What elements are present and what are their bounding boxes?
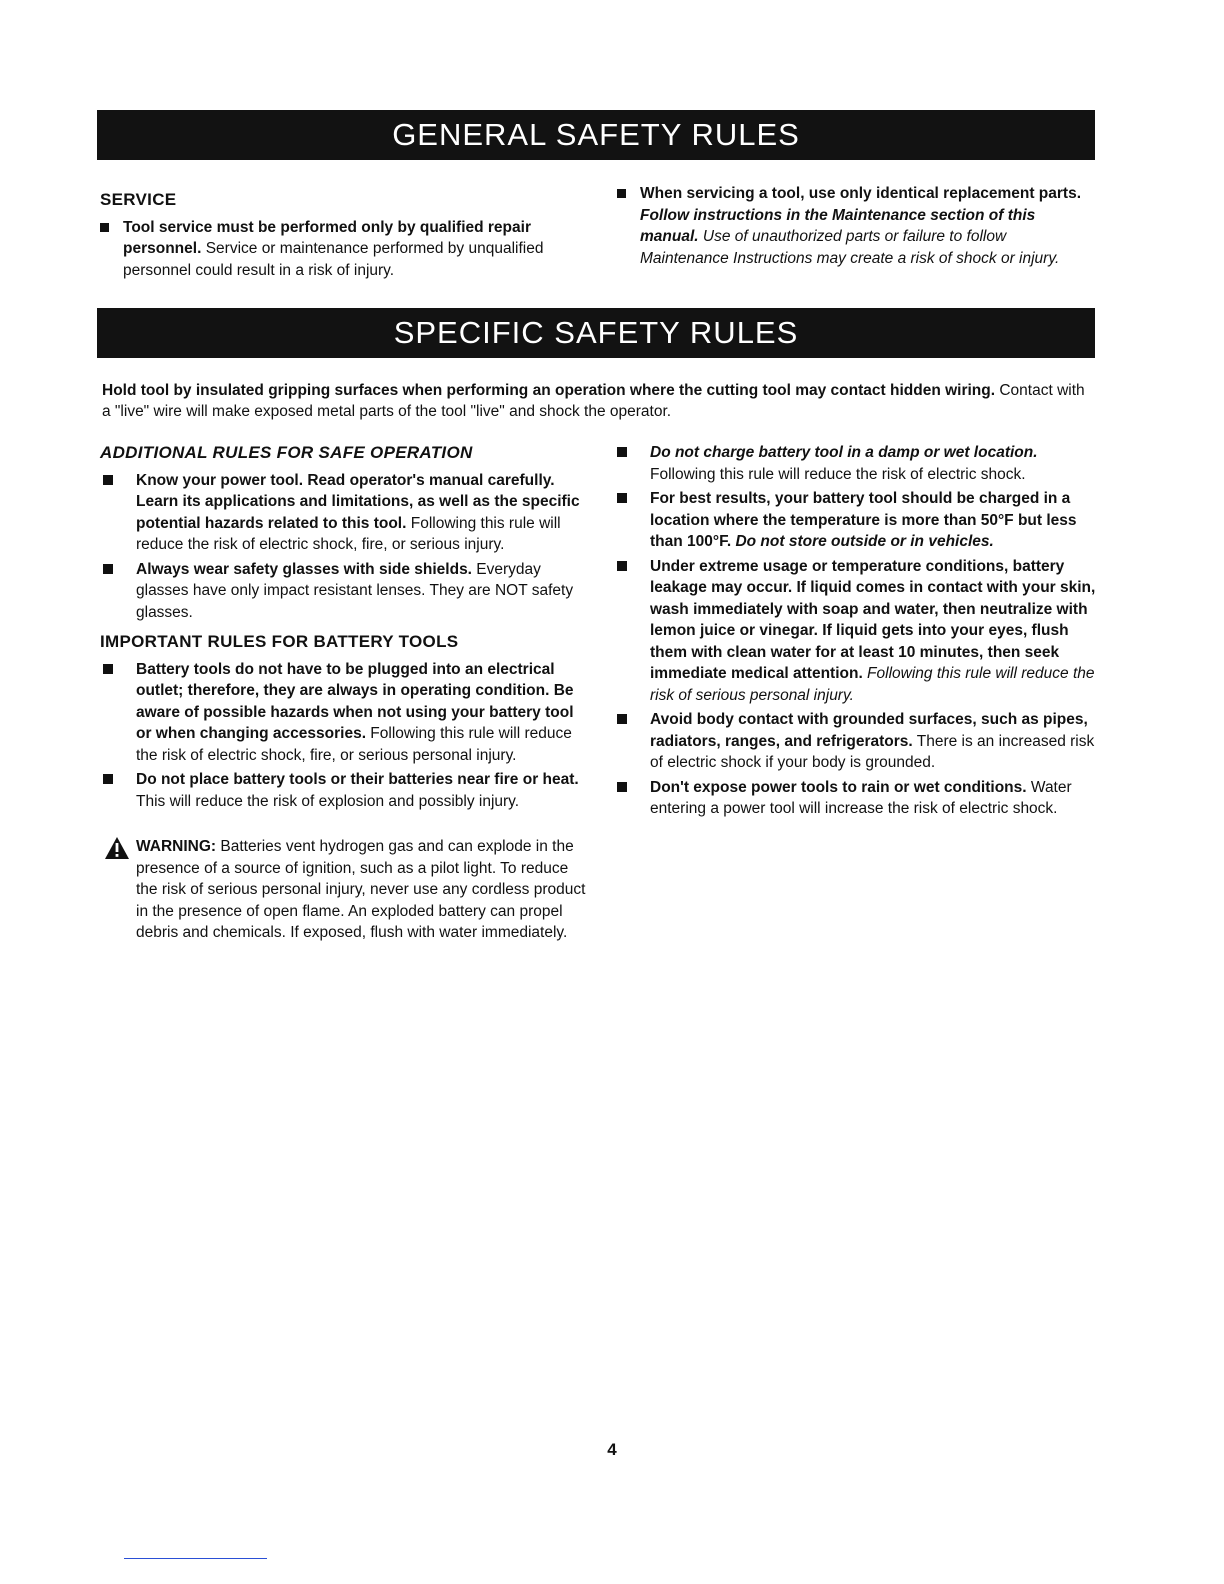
additional-rule-2-text: Everyday glasses have only impact resistant lenses. They are NOT safety glasses.	[136, 560, 574, 621]
service-rule-2	[617, 183, 1092, 269]
specific-left-column	[100, 442, 588, 944]
right-rule-5	[614, 777, 1104, 820]
service-rule-2-bold: When servicing a tool, use only identical replacement parts.	[640, 185, 1082, 202]
additional-rule-2	[100, 559, 588, 624]
service-rule-1-text: Service or maintenance performed by unqualified personnel could result in a risk of injury.	[123, 240, 544, 279]
page-number: 4	[607, 1440, 617, 1459]
right-rule-5-text: Water entering a power tool will increase the risk of electric shock.	[650, 778, 1072, 817]
general-safety-rules-banner: GENERAL SAFETY RULES	[97, 110, 1095, 160]
square-bullet-icon	[103, 564, 113, 574]
right-rule-4-bold: Avoid body contact with grounded surfaces, such as pipes, radiators, ranges, and refrigerators.	[650, 711, 1088, 750]
square-bullet-icon	[103, 774, 113, 784]
warning-triangle-icon	[104, 836, 130, 860]
service-rule-2-bold-italic: Follow instructions in the Maintenance section of this manual.	[640, 206, 1036, 245]
square-bullet-icon	[617, 714, 627, 724]
right-rule-3-text: Following this rule will reduce the risk of serious personal injury.	[650, 665, 1095, 704]
battery-rules-heading: IMPORTANT RULES FOR BATTERY TOOLS	[100, 632, 459, 651]
additional-rule-1-bold: Know your power tool. Read operator's manual carefully. Learn its applications and limitations, as well as the specific potential hazards related to this tool.	[136, 471, 580, 532]
specific-safety-rules-banner: SPECIFIC SAFETY RULES	[97, 308, 1095, 358]
specific-right-column	[614, 442, 1104, 823]
footer-rule	[124, 1558, 267, 1559]
additional-rule-1-text: Following this rule will reduce the risk of electric shock, fire, or serious injury.	[136, 514, 561, 553]
right-rule-2	[614, 488, 1104, 553]
right-rule-2-bold-italic: Do not store outside or in vehicles.	[731, 533, 994, 550]
right-rule-2-bold: For best results, your battery tool should be charged in a location where the temperature is more than 50°F but less than 100°F.	[650, 490, 1077, 550]
battery-rule-1	[100, 659, 588, 767]
battery-rule-1-text: Following this rule will reduce the risk of electric shock, fire, or serious personal injury.	[136, 725, 572, 764]
service-rule-1-bold: Tool service must be performed only by qualified repair personnel.	[123, 218, 531, 257]
battery-rule-2-bold: Do not place battery tools or their batteries near fire or heat.	[136, 771, 579, 788]
battery-rule-1-bold: Battery tools do not have to be plugged into an electrical outlet; therefore, they are always in operating condition. Be aware of possible hazards when not using your battery tool or when changing accessories.	[136, 660, 574, 742]
square-bullet-icon	[103, 475, 113, 485]
service-rule-1	[100, 217, 575, 282]
service-right-column	[617, 183, 1092, 272]
additional-rule-1	[100, 470, 588, 556]
right-rule-1-bold: Do not charge battery tool in a damp or wet location.	[650, 444, 1038, 461]
square-bullet-icon	[617, 561, 627, 571]
service-rule-2-text: Use of unauthorized parts or failure to follow Maintenance Instructions may create a risk of shock or injury.	[640, 228, 1060, 267]
square-bullet-icon	[617, 493, 627, 503]
additional-rules-heading: ADDITIONAL RULES FOR SAFE OPERATION	[100, 443, 473, 462]
square-bullet-icon	[103, 664, 113, 674]
warning-text: Batteries vent hydrogen gas and can explode in the presence of a source of ignition, such as a pilot light. To reduce the risk of serious personal injury, never use any cordless product in the presence of open flame. An exploded battery can propel debris and chemicals. If exposed, flush with water immediately.	[136, 838, 586, 941]
right-rule-4-text: There is an increased risk of electric shock if your body is grounded.	[650, 732, 1095, 771]
right-rule-3-bold: Under extreme usage or temperature conditions, battery leakage may occur. If liquid comes in contact with your skin, wash immediately with soap and water, then neutralize with lemon juice or vinegar. If liquid gets into your eyes, flush them with clean water for at least 10 minutes, then seek immediate medical attention.	[650, 557, 1096, 682]
service-heading: SERVICE	[100, 190, 177, 209]
service-left-column	[100, 189, 575, 284]
square-bullet-icon	[617, 447, 627, 457]
right-rule-4	[614, 709, 1104, 774]
intro-text: Contact with a "live" wire will make exposed metal parts of the tool "live" and shock the operator.	[102, 382, 1085, 420]
battery-rule-2	[100, 769, 588, 812]
square-bullet-icon	[617, 782, 627, 792]
right-rule-1	[614, 442, 1104, 485]
warning-block	[100, 836, 588, 944]
right-rule-1-text: Following this rule will reduce the risk of electric shock.	[650, 465, 1026, 483]
intro-bold: Hold tool by insulated gripping surfaces when performing an operation where the cutting tool may contact hidden wiring.	[102, 382, 996, 399]
right-rule-5-bold: Don't expose power tools to rain or wet conditions.	[650, 778, 1027, 796]
right-rule-3	[614, 556, 1104, 707]
warning-label: WARNING:	[136, 838, 217, 855]
battery-rule-2-text: This will reduce the risk of explosion and possibly injury.	[136, 792, 520, 810]
specific-intro-paragraph	[102, 380, 1092, 422]
square-bullet-icon	[100, 223, 109, 232]
additional-rule-2-bold: Always wear safety glasses with side shields.	[136, 560, 472, 578]
square-bullet-icon	[617, 189, 626, 198]
